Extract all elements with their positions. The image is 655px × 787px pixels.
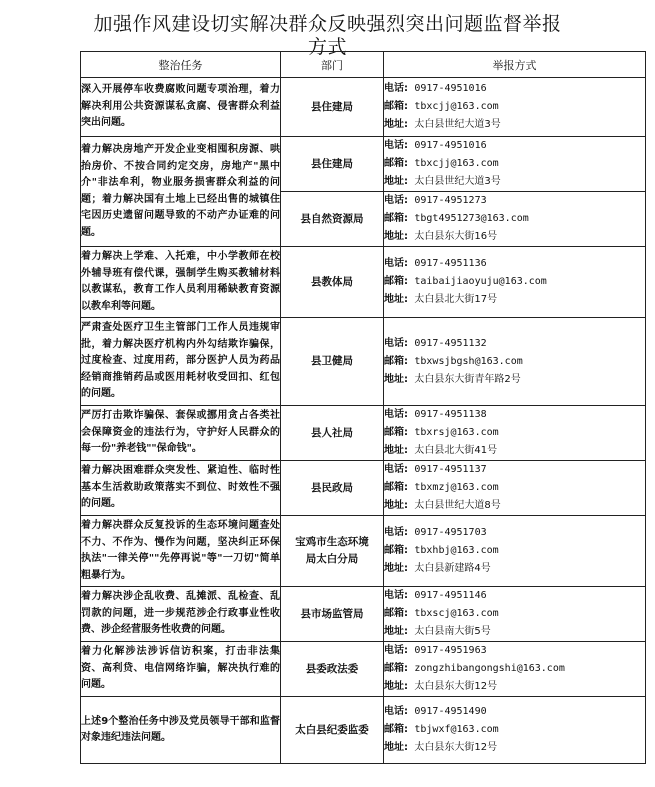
table-row xyxy=(81,516,646,587)
address-label: 地址: xyxy=(384,500,408,511)
address-label: 地址: xyxy=(384,294,408,305)
phone-label: 电话: xyxy=(384,409,408,420)
email-label: 邮箱: xyxy=(384,276,408,287)
phone-line xyxy=(384,255,645,273)
phone-line xyxy=(384,335,645,353)
table-row xyxy=(81,461,646,516)
department-cell: 县自然资源局 xyxy=(281,192,384,247)
phone-label: 电话: xyxy=(384,590,408,601)
task-cell: 严厉打击欺诈骗保、套保或挪用贪占各类社会保障资金的违法行为，守护好人民群众的每一份"养老钱""保命钱"。 xyxy=(81,406,281,461)
address-value: 太白县新建路4号 xyxy=(414,563,491,574)
address-value: 太白县东大街青年路2号 xyxy=(414,373,521,385)
email-value[interactable]: tbxcjj@163.com xyxy=(414,101,499,112)
address-value: 太白县世纪大道8号 xyxy=(414,500,501,511)
email-value[interactable]: tbxcjj@163.com xyxy=(414,158,499,169)
email-line xyxy=(384,605,645,623)
report-table xyxy=(80,51,646,764)
email-value[interactable]: taibaijiaoyuju@163.com xyxy=(414,276,547,287)
table-row xyxy=(81,137,646,192)
table-body xyxy=(81,78,646,764)
phone-value: 0917-4951963 xyxy=(414,645,487,656)
phone-line xyxy=(384,406,645,424)
address-label: 地址: xyxy=(384,373,408,385)
address-line xyxy=(384,116,645,134)
email-line xyxy=(384,542,645,560)
address-line xyxy=(384,560,645,578)
department-cell: 宝鸡市生态环境局太白分局 xyxy=(281,516,384,587)
email-label: 邮箱: xyxy=(384,213,408,224)
phone-value: 0917-4951016 xyxy=(414,140,487,151)
address-line xyxy=(384,173,645,191)
email-value[interactable]: tbjwxf@163.com xyxy=(414,724,499,735)
phone-label: 电话: xyxy=(384,140,408,151)
department-cell: 县住建局 xyxy=(281,78,384,137)
email-line xyxy=(384,424,645,442)
email-line xyxy=(384,273,645,291)
contact-cell xyxy=(384,587,646,642)
phone-label: 电话: xyxy=(384,337,408,349)
address-line xyxy=(384,228,645,246)
contact-cell xyxy=(384,78,646,137)
email-label: 邮箱: xyxy=(384,663,408,674)
phone-line xyxy=(384,524,645,542)
page-title: 加强作风建设切实解决群众反映强烈突出问题监督举报 xyxy=(93,13,562,35)
contact-cell xyxy=(384,642,646,697)
email-value[interactable]: tbxhbj@163.com xyxy=(414,545,499,556)
task-cell: 深入开展停车收费腐败问题专项治理，着力解决利用公共资源谋私贪腐、侵害群众利益突出问题。 xyxy=(81,78,281,137)
phone-value: 0917-4951490 xyxy=(414,706,487,717)
address-line xyxy=(384,497,645,515)
phone-label: 电话: xyxy=(384,195,408,206)
phone-label: 电话: xyxy=(384,645,408,656)
contact-cell xyxy=(384,461,646,516)
email-label: 邮箱: xyxy=(384,355,408,367)
email-label: 邮箱: xyxy=(384,101,408,112)
email-value[interactable]: tbgt4951273@163.com xyxy=(414,213,529,224)
phone-value: 0917-4951132 xyxy=(414,337,487,349)
address-label: 地址: xyxy=(384,119,408,130)
task-cell: 上述9个整治任务中涉及党员领导干部和监督对象违纪违法问题。 xyxy=(81,697,281,764)
address-line xyxy=(384,291,645,309)
address-label: 地址: xyxy=(384,681,408,692)
address-value: 太白县世纪大道3号 xyxy=(414,176,501,187)
email-label: 邮箱: xyxy=(384,427,408,438)
address-value: 太白县东大街12号 xyxy=(414,681,498,692)
page-title-continuation: 方式 xyxy=(307,36,347,58)
phone-label: 电话: xyxy=(384,83,408,94)
department-cell: 县人社局 xyxy=(281,406,384,461)
header-contact: 举报方式 xyxy=(384,52,646,78)
phone-value: 0917-4951016 xyxy=(414,83,487,94)
email-value[interactable]: tbxscj@163.com xyxy=(414,608,499,619)
table-row xyxy=(81,78,646,137)
email-value[interactable]: tbxwsjbgsh@163.com xyxy=(414,355,523,367)
contact-cell xyxy=(384,137,646,192)
address-line xyxy=(384,678,645,696)
email-line xyxy=(384,98,645,116)
email-label: 邮箱: xyxy=(384,608,408,619)
task-cell: 着力解决房地产开发企业变相囤积房源、哄抬房价、不按合同约定交房，房地产"黑中介"非法牟利，物业服务损害群众利益的问题；着力解决国有土地上已经出售的城镇住宅因历史遗留问题导致的不动产办证难的问题。 xyxy=(81,137,281,247)
address-label: 地址: xyxy=(384,626,408,637)
contact-cell xyxy=(384,516,646,587)
table-row xyxy=(81,406,646,461)
department-cell: 县市场监管局 xyxy=(281,587,384,642)
phone-line xyxy=(384,461,645,479)
header-task: 整治任务 xyxy=(81,52,281,78)
phone-line xyxy=(384,703,645,721)
task-cell: 严肃查处医疗卫生主管部门工作人员违规审批，着力解决医疗机构内外勾结欺诈骗保，过度检查、过度用药，部分医护人员为药品经销商推销药品或医用耗材收受回扣、红包的问题。 xyxy=(81,318,281,406)
email-value[interactable]: zongzhibangongshi@163.com xyxy=(414,663,565,674)
email-label: 邮箱: xyxy=(384,724,408,735)
phone-value: 0917-4951273 xyxy=(414,195,487,206)
task-cell: 着力解决群众反复投诉的生态环境问题查处不力、不作为、慢作为问题，坚决纠正环保执法"一律关停""先停再说"等"一刀切"简单粗暴行为。 xyxy=(81,516,281,587)
email-value[interactable]: tbxrsj@163.com xyxy=(414,427,499,438)
table-row xyxy=(81,697,646,764)
email-label: 邮箱: xyxy=(384,158,408,169)
address-label: 地址: xyxy=(384,231,408,242)
address-label: 地址: xyxy=(384,176,408,187)
email-label: 邮箱: xyxy=(384,545,408,556)
address-label: 地址: xyxy=(384,563,408,574)
address-line xyxy=(384,442,645,460)
task-cell: 着力解决困难群众突发性、紧迫性、临时性基本生活救助政策落实不到位、时效性不强的问题。 xyxy=(81,461,281,516)
address-line xyxy=(384,739,645,757)
phone-value: 0917-4951137 xyxy=(414,464,487,475)
task-cell: 着力解决上学难、入托难，中小学教师在校外辅导班有偿代课，强制学生购买教辅材料以教谋私，教育工作人员利用稀缺教育资源以教牟利等问题。 xyxy=(81,247,281,318)
table-row xyxy=(81,587,646,642)
email-line xyxy=(384,721,645,739)
phone-value: 0917-4951146 xyxy=(414,590,487,601)
task-cell: 着力解决涉企乱收费、乱摊派、乱检查、乱罚款的问题，进一步规范涉企行政事业性收费、涉企经营服务性收费的问题。 xyxy=(81,587,281,642)
phone-value: 0917-4951703 xyxy=(414,527,487,538)
address-line xyxy=(384,371,645,389)
address-line xyxy=(384,623,645,641)
department-cell: 县住建局 xyxy=(281,137,384,192)
phone-label: 电话: xyxy=(384,706,408,717)
phone-line xyxy=(384,642,645,660)
address-value: 太白县世纪大道3号 xyxy=(414,119,501,130)
phone-label: 电话: xyxy=(384,464,408,475)
phone-value: 0917-4951138 xyxy=(414,409,487,420)
email-line xyxy=(384,479,645,497)
email-label: 邮箱: xyxy=(384,482,408,493)
email-value[interactable]: tbxmzj@163.com xyxy=(414,482,499,493)
task-cell: 着力化解涉法涉诉信访积案，打击非法集资、高利贷、电信网络诈骗，解决执行难的问题。 xyxy=(81,642,281,697)
department-cell: 县民政局 xyxy=(281,461,384,516)
address-value: 太白县东大街16号 xyxy=(414,231,498,242)
department-cell: 太白县纪委监委 xyxy=(281,697,384,764)
table-row xyxy=(81,318,646,406)
address-label: 地址: xyxy=(384,445,408,456)
contact-cell xyxy=(384,247,646,318)
department-cell: 县卫健局 xyxy=(281,318,384,406)
email-line xyxy=(384,660,645,678)
phone-line xyxy=(384,80,645,98)
address-value: 太白县南大街5号 xyxy=(414,626,491,637)
header-dept: 部门 xyxy=(281,52,384,78)
table-header-row xyxy=(81,52,646,78)
phone-label: 电话: xyxy=(384,527,408,538)
address-value: 太白县北大街41号 xyxy=(414,445,498,456)
contact-cell xyxy=(384,406,646,461)
phone-line xyxy=(384,192,645,210)
email-line xyxy=(384,210,645,228)
phone-line xyxy=(384,137,645,155)
contact-cell xyxy=(384,697,646,764)
phone-value: 0917-4951136 xyxy=(414,258,487,269)
phone-line xyxy=(384,587,645,605)
table-row xyxy=(81,247,646,318)
contact-cell xyxy=(384,192,646,247)
department-cell: 县教体局 xyxy=(281,247,384,318)
table-row xyxy=(81,642,646,697)
contact-cell xyxy=(384,318,646,406)
email-line xyxy=(384,155,645,173)
address-value: 太白县北大街17号 xyxy=(414,294,498,305)
phone-label: 电话: xyxy=(384,258,408,269)
email-line xyxy=(384,353,645,371)
department-cell: 县委政法委 xyxy=(281,642,384,697)
address-value: 太白县东大街12号 xyxy=(414,742,498,753)
address-label: 地址: xyxy=(384,742,408,753)
